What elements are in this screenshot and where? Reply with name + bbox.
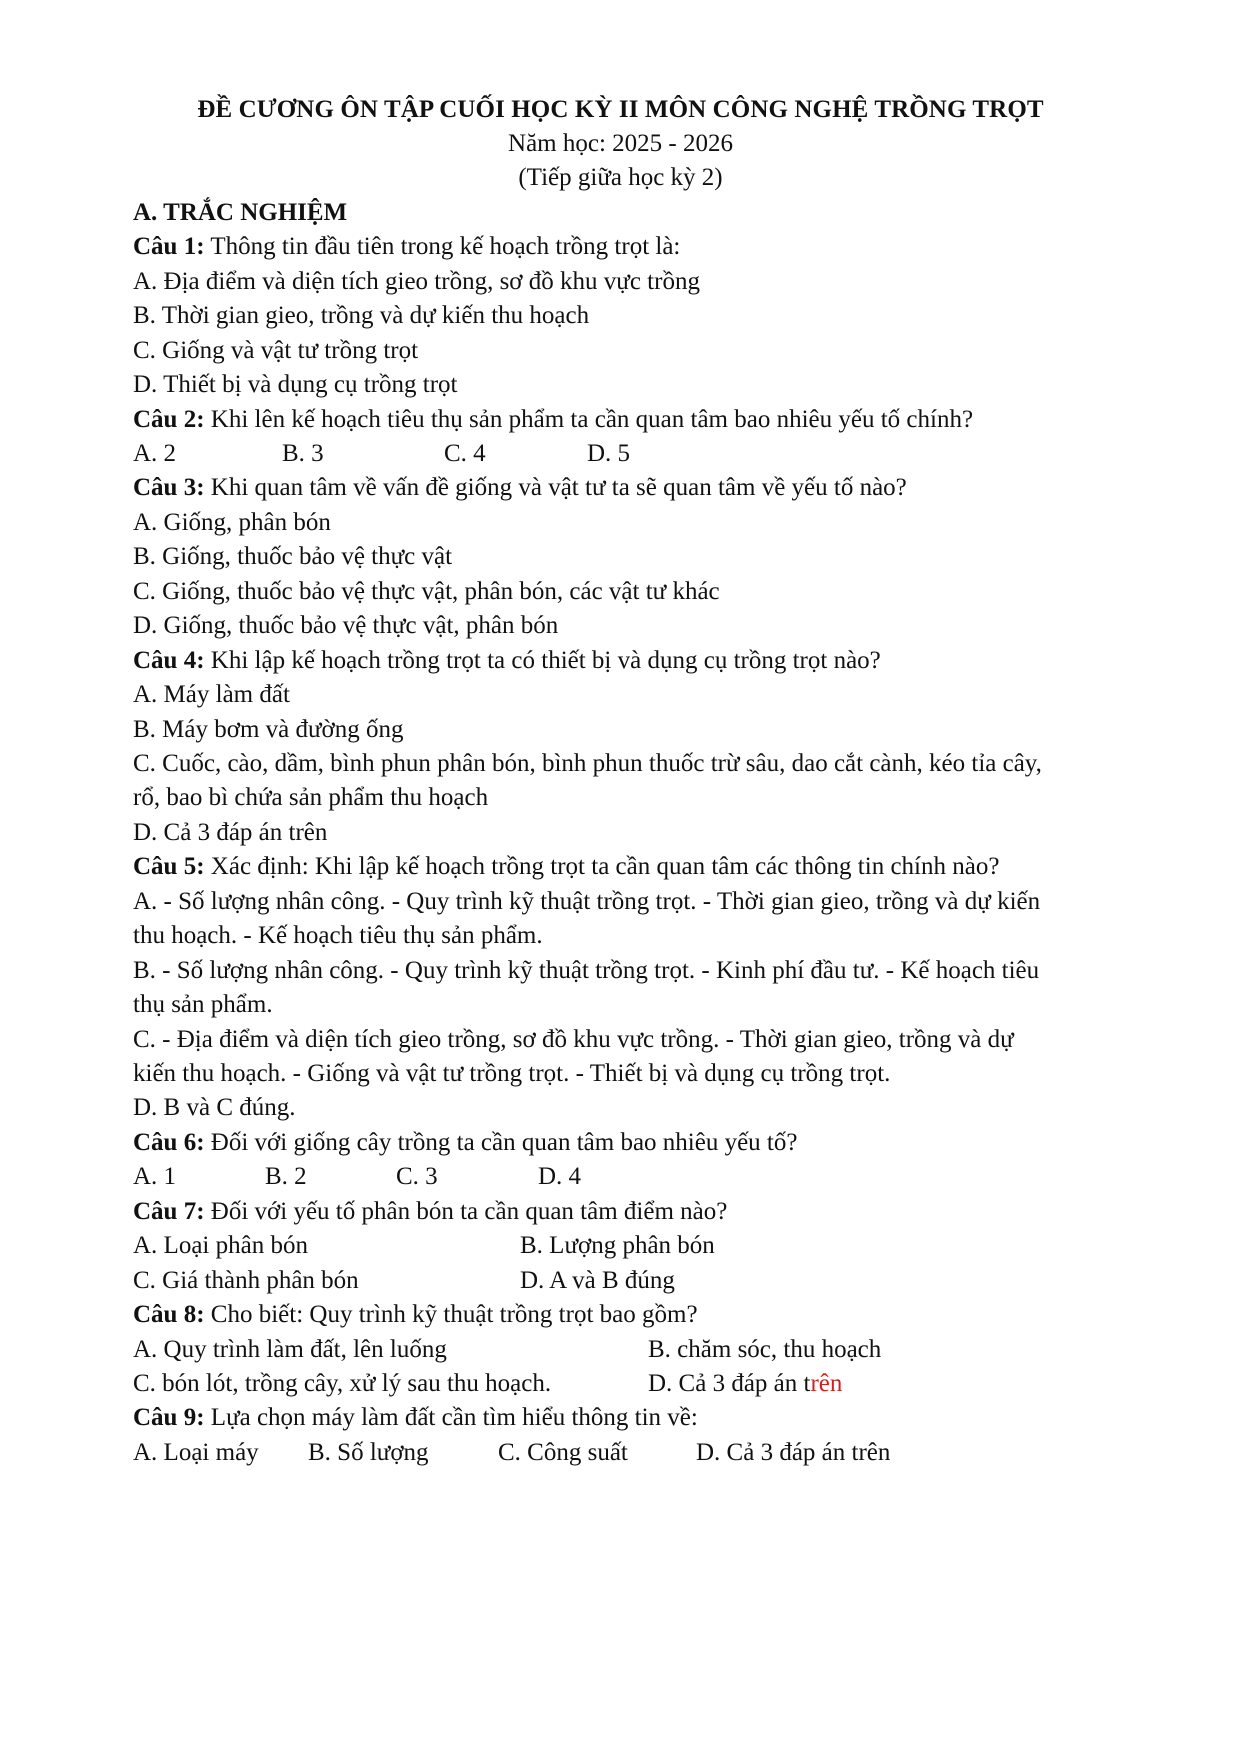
answer-option: D. A và B đúng [520,1267,675,1294]
answer-option: D. 4 [538,1163,582,1190]
question-7 [133,1197,727,1227]
answer-option: B. - Số lượng nhân công. - Quy trình kỹ thuật trồng trọt. - Kinh phí đầu tư. - Kế hoạch tiêu [133,957,1040,984]
document-title: ĐỀ CƯƠNG ÔN TẬP CUỐI HỌC KỲ II MÔN CÔNG NGHỆ TRỒNG TRỌT [197,96,1044,123]
answer-option: A. Máy làm đất [133,681,290,708]
answer-option: A. Loại phân bón [133,1232,308,1259]
answer-option: A. Giống, phân bón [133,509,331,536]
question-text: Thông tin đầu tiên trong kế hoạch trồng trọt là: [204,233,681,260]
answer-option: A. 2 [133,440,177,467]
question-label: Câu 7: [133,1198,205,1225]
answer-option: C. Giá thành phân bón [133,1267,359,1294]
answer-option-continued: thụ sản phẩm. [133,991,273,1018]
answer-option: A. Loại máy [133,1439,259,1466]
answer-option: A. 1 [133,1163,177,1190]
question-9 [133,1403,698,1433]
answer-option: D. Cả 3 đáp án trên [133,819,328,846]
answer-option-text: D. Cả 3 đáp án t [648,1370,811,1397]
question-label: Câu 8: [133,1301,205,1328]
answer-option: C. Cuốc, cào, dầm, bình phun phân bón, bình phun thuốc trừ sâu, dao cắt cành, kéo tỉa cây, [133,750,1042,777]
answer-option: B. Giống, thuốc bảo vệ thực vật [133,543,453,570]
question-3 [133,473,907,503]
question-1 [133,232,680,262]
question-4 [133,646,881,676]
answer-option: A. - Số lượng nhân công. - Quy trình kỹ thuật trồng trọt. - Thời gian gieo, trồng và dự kiến [133,888,1041,915]
school-year: Năm học: 2025 - 2026 [508,130,733,157]
answer-option: D. Giống, thuốc bảo vệ thực vật, phân bón [133,612,559,639]
question-text: Lựa chọn máy làm đất cần tìm hiểu thông tin về: [204,1404,698,1431]
answer-option: C. bón lót, trồng cây, xử lý sau thu hoạch. [133,1370,552,1397]
answer-option: A. Địa điểm và diện tích gieo trồng, sơ đồ khu vực trồng [133,268,700,295]
highlighted-text: rên [810,1370,843,1397]
question-5 [133,852,999,882]
answer-option: C. Giống, thuốc bảo vệ thực vật, phân bón, các vật tư khác [133,578,720,605]
answer-option: B. 2 [265,1163,307,1190]
question-label: Câu 2: [133,406,205,433]
question-text: Khi quan tâm về vấn đề giống và vật tư ta sẽ quan tâm về yếu tố nào? [204,474,907,501]
question-label: Câu 4: [133,647,205,674]
question-label: Câu 9: [133,1404,205,1431]
answer-option [648,1369,842,1399]
answer-option: D. Thiết bị và dụng cụ trồng trọt [133,371,458,398]
answer-option: B. Máy bơm và đường ống [133,716,404,743]
document-subtitle: (Tiếp giữa học kỳ 2) [518,164,723,191]
question-text: Khi lên kế hoạch tiêu thụ sản phẩm ta cần quan tâm bao nhiêu yếu tố chính? [204,406,974,433]
answer-option: D. 5 [587,440,631,467]
question-6 [133,1128,797,1158]
answer-option: C. Công suất [498,1439,628,1466]
question-text: Đối với giống cây trồng ta cần quan tâm bao nhiêu yếu tố? [204,1129,798,1156]
question-label: Câu 5: [133,853,205,880]
question-text: Cho biết: Quy trình kỹ thuật trồng trọt bao gồm? [204,1301,698,1328]
answer-option: D. B và C đúng. [133,1094,296,1121]
question-text: Đối với yếu tố phân bón ta cần quan tâm điểm nào? [204,1198,728,1225]
answer-option: D. Cả 3 đáp án trên [696,1439,891,1466]
answer-option: B. Thời gian gieo, trồng và dự kiến thu hoạch [133,302,590,329]
answer-option: B. Số lượng [308,1439,429,1466]
question-text: Khi lập kế hoạch trồng trọt ta có thiết bị và dụng cụ trồng trọt nào? [204,647,881,674]
answer-option: A. Quy trình làm đất, lên luống [133,1336,447,1363]
answer-option-continued: thu hoạch. - Kế hoạch tiêu thụ sản phẩm. [133,922,543,949]
question-8 [133,1300,698,1330]
answer-option: B. chăm sóc, thu hoạch [648,1336,882,1363]
answer-option: B. 3 [282,440,324,467]
question-text: Xác định: Khi lập kế hoạch trồng trọt ta cần quan tâm các thông tin chính nào? [204,853,1000,880]
answer-option: C. 4 [444,440,486,467]
answer-option: B. Lượng phân bón [520,1232,715,1259]
section-heading: A. TRẮC NGHIỆM [133,199,348,226]
answer-option-continued: kiến thu hoạch. - Giống và vật tư trồng trọt. - Thiết bị và dụng cụ trồng trọt. [133,1060,891,1087]
answer-option: C. Giống và vật tư trồng trọt [133,337,419,364]
answer-option-continued: rổ, bao bì chứa sản phẩm thu hoạch [133,784,489,811]
question-label: Câu 6: [133,1129,205,1156]
answer-option: C. 3 [396,1163,438,1190]
question-label: Câu 3: [133,474,205,501]
question-label: Câu 1: [133,233,205,260]
answer-option: C. - Địa điểm và diện tích gieo trồng, sơ đồ khu vực trồng. - Thời gian gieo, trồng và dự [133,1026,1014,1053]
question-2 [133,405,973,435]
